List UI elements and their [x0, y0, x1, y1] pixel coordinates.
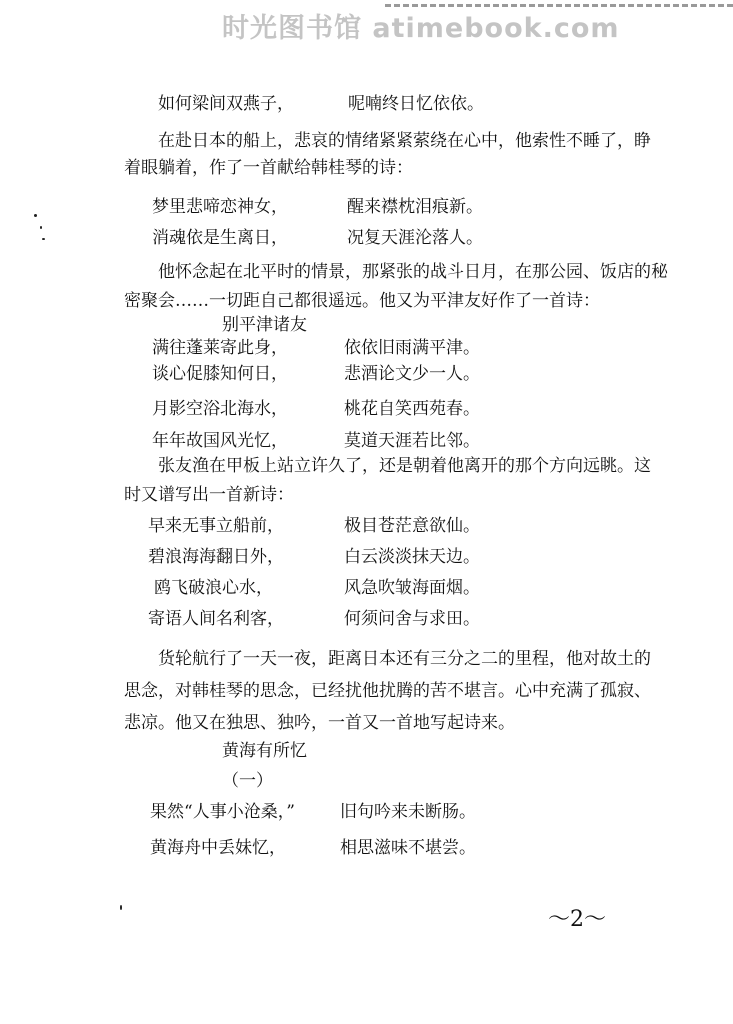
verse-first-half: 果然“人事小沧桑，” [150, 802, 295, 822]
scan-speck [34, 214, 37, 217]
paragraph-line: 密聚会……一切距自己都很遥远。他又为平津友好作了一首诗： [124, 291, 600, 311]
verse-second-half: 醒来襟枕泪痕新。 [347, 197, 483, 217]
paragraph-line: 时又谱写出一首新诗： [124, 485, 294, 505]
verse-second-half: 呢喃终日忆依依。 [348, 94, 484, 114]
scan-speck [42, 238, 45, 240]
scan-speck [120, 905, 122, 910]
scan-speck [40, 226, 42, 229]
verse-second-half: 况复天涯沦落人。 [347, 228, 483, 248]
verse-second-half: 旧句吟来未断肠。 [340, 802, 476, 822]
paragraph-line: 着眼躺着，作了一首献给韩桂琴的诗： [124, 158, 413, 178]
verse-first-half: 早来无事立船前， [148, 516, 284, 536]
paragraph-line: 他怀念起在北平时的情景，那紧张的战斗日月，在那公园、饭店的秘 [124, 262, 668, 282]
poem-title: 别平津诸友 [222, 315, 307, 335]
verse-second-half: 依依旧雨满平津。 [344, 338, 480, 358]
verse-first-half: 月影空浴北海水， [152, 399, 288, 419]
watermark-text: 时光图书馆 atimebook.com [222, 13, 620, 44]
poem-section-number: （一） [222, 771, 273, 791]
verse-first-half: 消魂依是生离日， [152, 228, 288, 248]
verse-second-half: 桃花自笑西苑春。 [344, 399, 480, 419]
verse-first-half: 梦里悲啼恋神女， [152, 197, 288, 217]
paragraph-line: 货轮航行了一天一夜，距离日本还有三分之二的里程，他对故土的 [124, 649, 651, 669]
verse-second-half: 风急吹皱海面烟。 [344, 578, 480, 598]
poem-title: 黄海有所忆 [222, 741, 307, 761]
verse-first-half: 满往蓬莱寄此身， [152, 338, 288, 358]
paragraph-line: 思念，对韩桂琴的思念，已经扰他扰腾的苦不堪言。心中充满了孤寂、 [124, 681, 651, 701]
verse-first-half: 如何梁间双燕子， [158, 94, 294, 114]
paragraph-line: 悲凉。他又在独思、独吟，一首又一首地写起诗来。 [124, 713, 515, 733]
verse-first-half: 黄海舟中丢妹忆， [150, 838, 286, 858]
paragraph-line: 在赴日本的船上，悲哀的情绪紧紧萦绕在心中，他索性不睡了，睁 [124, 131, 651, 151]
verse-first-half: 碧浪海海翻日外， [148, 547, 284, 567]
verse-second-half: 悲酒论文少一人。 [344, 364, 480, 384]
verse-second-half: 白云淡淡抹天边。 [344, 547, 480, 567]
watermark [0, 4, 733, 44]
verse-second-half: 相思滋味不堪尝。 [340, 838, 476, 858]
verse-second-half: 极目苍茫意欲仙。 [344, 516, 480, 536]
verse-first-half: 年年故国风光忆， [152, 431, 288, 451]
page-number: ～2～ [548, 907, 606, 932]
verse-first-half: 寄语人间名利客， [148, 609, 284, 629]
verse-first-half: 鸥飞破浪心水， [154, 578, 273, 598]
verse-second-half: 莫道天涯若比邻。 [344, 431, 480, 451]
verse-first-half: 谈心促膝知何日， [152, 364, 288, 384]
paragraph-line: 张友渔在甲板上站立许久了，还是朝着他离开的那个方向远眺。这 [124, 456, 651, 476]
verse-second-half: 何须问舍与求田。 [344, 609, 480, 629]
